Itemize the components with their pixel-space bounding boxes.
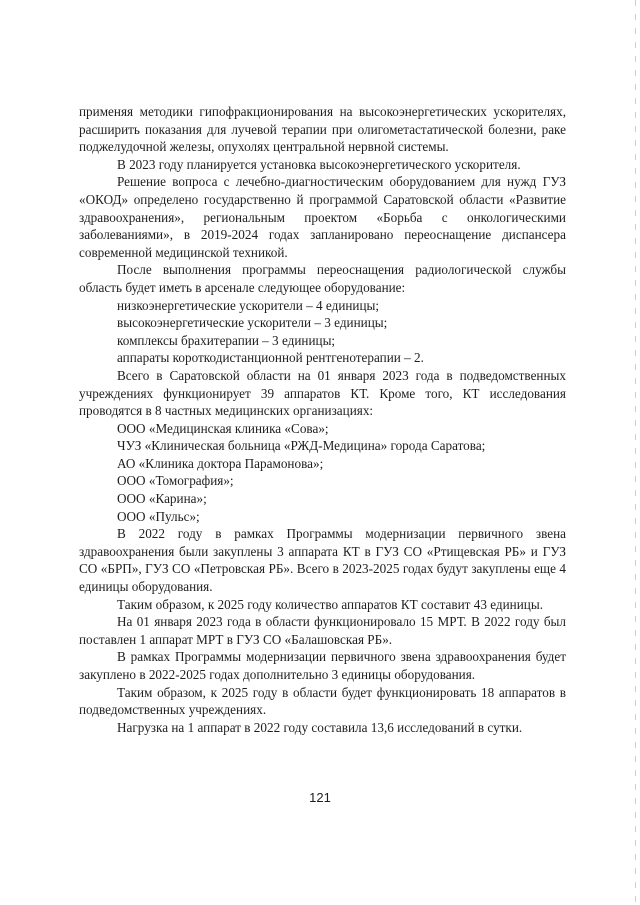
- list-item: ЧУЗ «Клиническая больница «РЖД-Медицина» города Саратова;: [117, 438, 486, 454]
- list-item: ООО «Карина»;: [117, 491, 207, 507]
- private-orgs-list: [79, 420, 566, 526]
- list-item: аппараты короткодистанционной рентгенотерапии – 2.: [117, 350, 424, 366]
- paragraph-equipment-program: Решение вопроса с лечебно-диагностическим оборудованием для нужд ГУЗ «ОКОД» определено государственно й программой Саратовской области «Развитие здравоохранения», региональным проектом «Борьба с онкологическими заболеваниями», в 2019-2024 годах запланировано переоснащение диспансера современной медицинской техникой.: [79, 174, 566, 260]
- list-item: ООО «Пульс»;: [117, 508, 200, 524]
- paragraph-mri-2025: Таким образом, к 2025 году в области будет функционировать 18 аппаратов в подведомственных учреждениях.: [79, 684, 566, 718]
- paragraph-gipofraktsionirovanie: применяя методики гипофракционирования на высокоэнергетических ускорителях, расширить показания для лучевой терапии при олигометастатической болезни, раке поджелудочной железы, опухолях центральной нервной системы.: [79, 104, 566, 155]
- list-item: низкоэнергетические ускорители – 4 единицы;: [117, 297, 380, 313]
- page-number: 121: [309, 790, 331, 805]
- paragraph-accelerator-2023: В 2023 году планируется установка высокоэнергетического ускорителя.: [117, 156, 521, 172]
- paragraph-mri-2023: На 01 января 2023 года в области функционировало 15 МРТ. В 2022 году был поставлен 1 аппарат МРТ в ГУЗ СО «Балашовская РБ».: [79, 614, 566, 647]
- paragraph-ct-2022: В 2022 году в рамках Программы модернизации первичного звена здравоохранения были закуплены 3 аппарата КТ в ГУЗ СО «Ртищевская РБ» и ГУЗ СО «БРП», ГУЗ СО «Петровская РБ». Всего в 2023-2025 годах будут закуплены еще 4 единицы оборудования.: [79, 526, 566, 595]
- paragraph-ct-2025: Таким образом, к 2025 году количество аппаратов КТ составит 43 единицы.: [117, 596, 543, 612]
- equipment-list: [79, 297, 566, 367]
- paragraph-radiology-service: После выполнения программы переоснащения радиологической службы область будет иметь в арсенале следующее оборудование:: [79, 262, 566, 295]
- paragraph-ct-total: Всего в Саратовской области на 01 января 2023 года в подведомственных учреждениях функционирует 39 аппаратов КТ. Кроме того, КТ исследования проводятся в 8 частных медицинских организациях:: [79, 367, 566, 419]
- scan-edge-artifact: [635, 0, 636, 905]
- list-item: высокоэнергетические ускорители – 3 единицы;: [117, 315, 388, 331]
- list-item: ООО «Томография»;: [117, 473, 234, 489]
- list-item: комплексы брахитерапии – 3 единицы;: [117, 332, 336, 348]
- paragraph-load: Нагрузка на 1 аппарат в 2022 году составила 13,6 исследований в сутки.: [117, 719, 523, 735]
- list-item: ООО «Медицинская клиника «Сова»;: [117, 420, 329, 436]
- paragraph-mri-program: В рамках Программы модернизации первичного звена здравоохранения будет закуплено в 2022-2025 годах дополнительно 3 единицы оборудования.: [79, 649, 566, 682]
- document-body: [79, 103, 566, 736]
- list-item: АО «Клиника доктора Парамонова»;: [117, 455, 324, 471]
